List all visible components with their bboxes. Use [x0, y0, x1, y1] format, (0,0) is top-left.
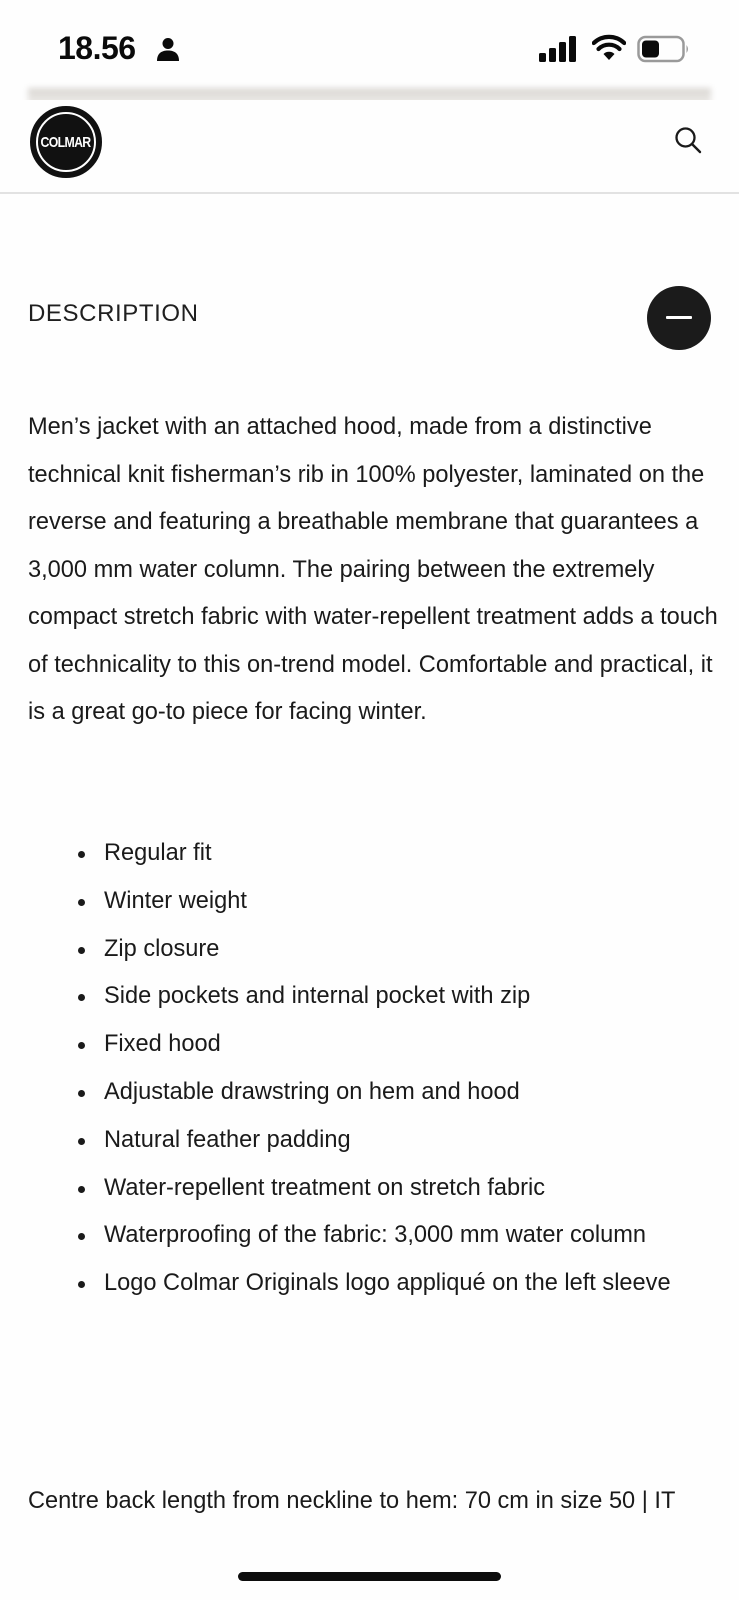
logo-ring	[36, 112, 96, 172]
feature-list	[78, 830, 718, 1308]
feature-item: Water-repellent treatment on stretch fabric	[78, 1165, 718, 1213]
feature-item: Regular fit	[78, 830, 718, 878]
centre-back-length-note: Centre back length from neckline to hem: 70 cm in size 50 | IT	[28, 1488, 676, 1514]
feature-item: Winter weight	[78, 878, 718, 926]
collapse-description-button[interactable]	[647, 286, 711, 350]
colmar-logo[interactable]	[30, 106, 102, 178]
battery-icon	[637, 35, 691, 63]
status-time: 18.56	[58, 30, 136, 66]
feature-item: Fixed hood	[78, 1021, 718, 1069]
status-bar	[0, 0, 739, 88]
search-icon[interactable]	[673, 125, 703, 155]
cellular-signal-icon	[539, 36, 579, 62]
wifi-icon	[592, 34, 626, 62]
description-title[interactable]: DESCRIPTION	[28, 300, 199, 327]
person-icon	[155, 36, 181, 62]
feature-item: Logo Colmar Originals logo appliqué on the left sleeve	[78, 1260, 718, 1308]
description-paragraph: Men’s jacket with an attached hood, made from a distinctive technical knit fisherman’s rib in 100% polyester, laminated on the reverse and featuring a breathable membrane that guarantees a 3,000 mm water column. The pairing between the extremely compact stretch fabric with water-repellent treatment adds a touch of technicality to this on-trend model. Comfortable and practical, it is a great go-to piece for facing winter.	[28, 414, 718, 725]
feature-item: Zip closure	[78, 926, 718, 974]
feature-item: Natural feather padding	[78, 1117, 718, 1165]
feature-item: Waterproofing of the fabric: 3,000 mm water column	[78, 1212, 718, 1260]
minus-circle-icon	[666, 316, 692, 319]
feature-item: Side pockets and internal pocket with zip	[78, 973, 718, 1021]
site-header	[0, 100, 739, 194]
logo-text: COLMAR	[40, 133, 92, 151]
home-indicator[interactable]	[238, 1572, 501, 1581]
feature-item: Adjustable drawstring on hem and hood	[78, 1069, 718, 1117]
